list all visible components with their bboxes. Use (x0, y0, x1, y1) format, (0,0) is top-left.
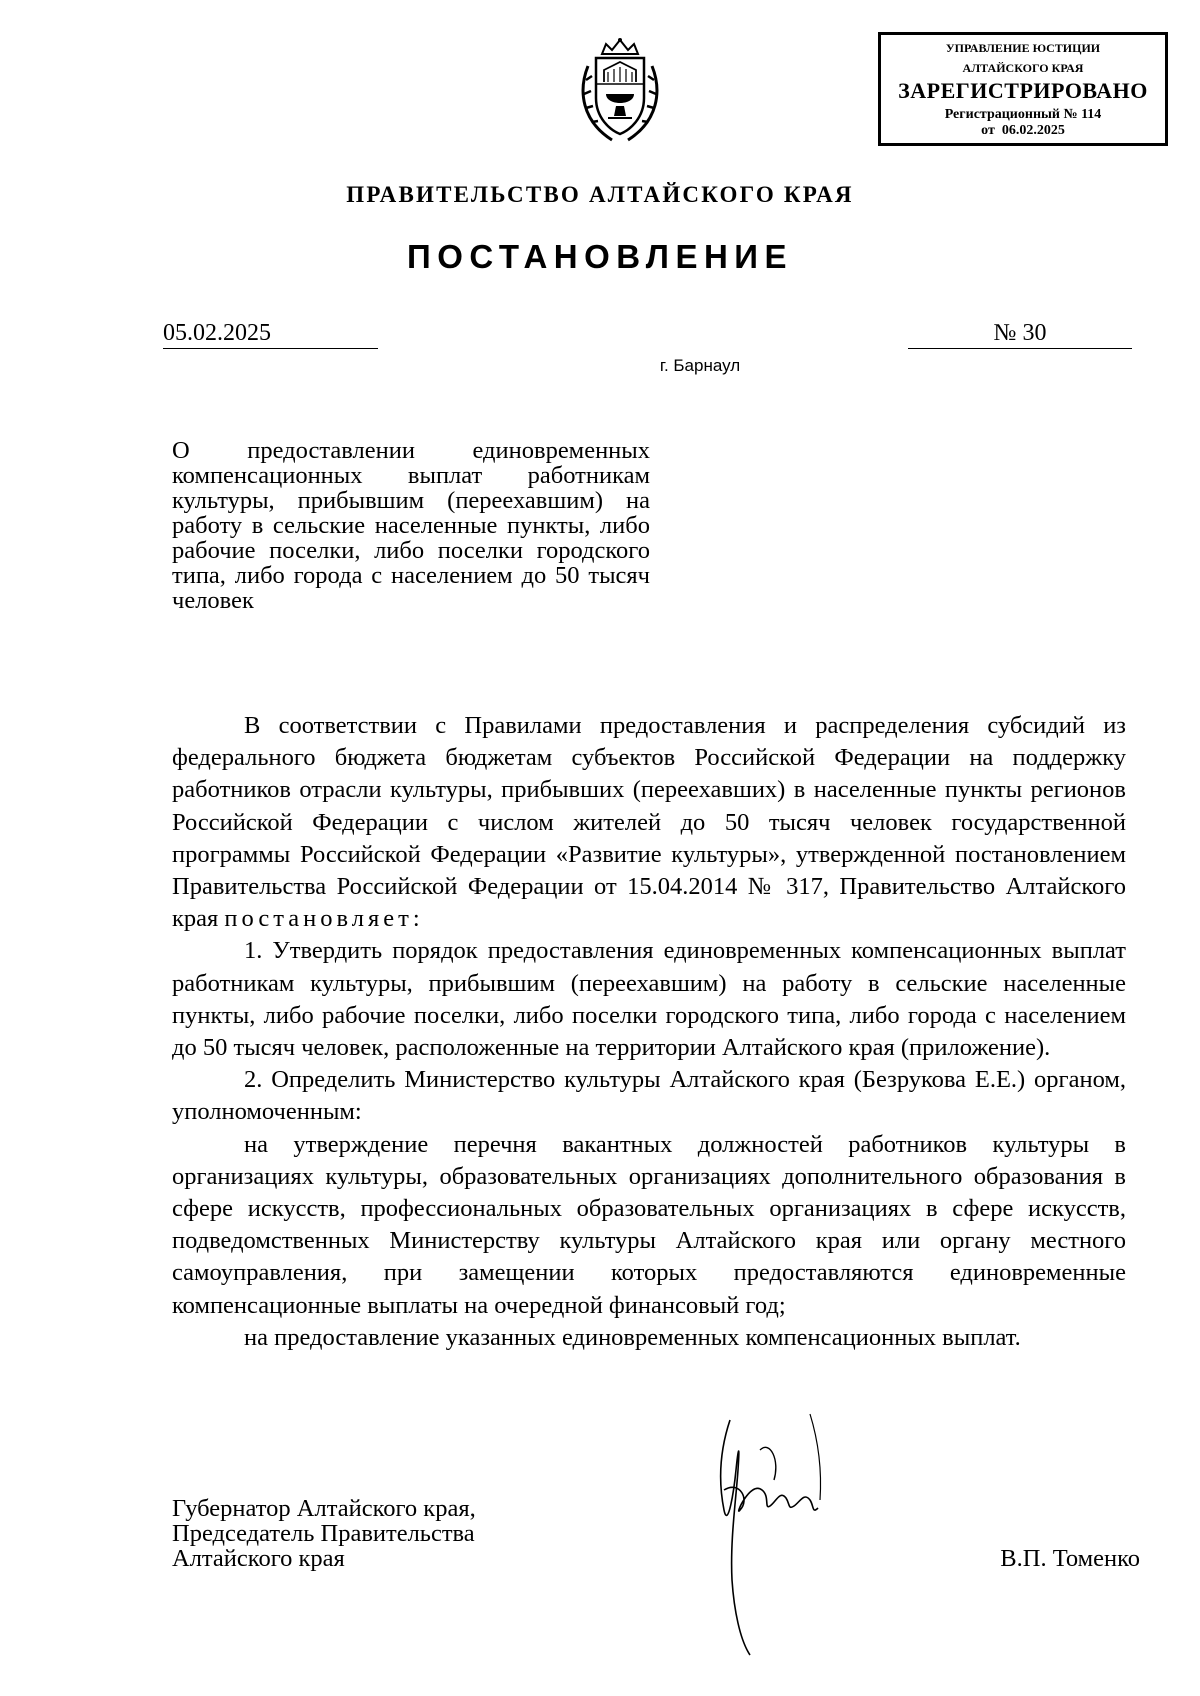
stamp-date-line (881, 123, 1165, 139)
stamp-date: 06.02.2025 (1001, 123, 1065, 138)
signatory-name: В.П. Томенко (1000, 1545, 1140, 1572)
item-2a-paragraph: на утверждение перечня вакантных должностей работников культуры в организациях культуры, образовательных организациях дополнительного образования в сфере искусств, профессиональных образовательных организациях в сфере искусств, подведомственных Министерству культуры Алтайского края или органу местного самоуправления, при замещении которых предоставляются единовременные компенсационные выплаты на очередной финансовый год; (172, 1130, 1126, 1319)
stamp-date-label: от (981, 123, 995, 138)
signatory-title-line1: Губернатор Алтайского края, (172, 1495, 476, 1522)
preamble-paragraph (172, 710, 1126, 935)
signatory-title-line3: Алтайского края (172, 1545, 345, 1572)
stamp-org-line1: УПРАВЛЕНИЕ ЮСТИЦИИ (945, 41, 1101, 55)
coat-of-arms-emblem (572, 36, 668, 148)
stamp-org-line2: АЛТАЙСКОГО КРАЯ (962, 61, 1084, 75)
resolves-word: постановляет: (224, 905, 424, 933)
registration-stamp (878, 32, 1168, 146)
item-2-paragraph: 2. Определить Министерство культуры Алтайского края (Безрукова Е.Е.) органом, уполномоченным: (172, 1066, 1126, 1126)
decree-date: 05.02.2025 (163, 318, 378, 349)
decree-body (172, 710, 1126, 1354)
stamp-reg-number: 114 (1081, 107, 1102, 122)
decree-number: № 30 (908, 318, 1132, 349)
preamble-text: В соответствии с Правилами предоставления и распределения субсидий из федерального бюджета бюджетам субъектов Российской Федерации на поддержку работников отрасли культуры, прибывших (переехавших) в населенные пункты регионов Российской Федерации с числом жителей до 50 тысяч человек государственной программы Российской Федерации «Развитие культуры», утвержденной постановлением Правительства Российской Федерации от 15.04.2014 № 317, Правительство Алтайского края (172, 712, 1126, 933)
city-name: г. Барнаул (659, 356, 741, 375)
stamp-reg-label: Регистрационный № (944, 107, 1078, 122)
stamp-status: ЗАРЕГИСТРИРОВАНО (898, 78, 1148, 103)
signatory-title (172, 1496, 592, 1571)
item-1-paragraph: 1. Утвердить порядок предоставления единовременных компенсационных выплат работникам культуры, прибывшим (переехавшим) на работу в сельские населенные пункты, либо рабочие поселки, либо поселки городского типа, либо города с населением до 50 тысяч человек, расположенные на территории Алтайского края (приложение). (172, 937, 1126, 1062)
decree-subject: О предоставлении единовременных компенсационных выплат работникам культуры, прибывшим (переехавшим) на работу в сельские населенные пункты, либо рабочие поселки, либо поселки городского типа, либо города с населением до 50 тысяч человек (172, 437, 650, 614)
handwritten-signature (710, 1410, 880, 1660)
item-2b-paragraph: на предоставление указанных единовременных компенсационных выплат. (244, 1323, 1021, 1351)
stamp-registration (881, 107, 1165, 123)
government-name: ПРАВИТЕЛЬСТВО АЛТАЙСКОГО КРАЯ (346, 182, 854, 207)
document-type-title: ПОСТАНОВЛЕНИЕ (406, 238, 794, 275)
signatory-title-line2: Председатель Правительства (172, 1520, 475, 1547)
